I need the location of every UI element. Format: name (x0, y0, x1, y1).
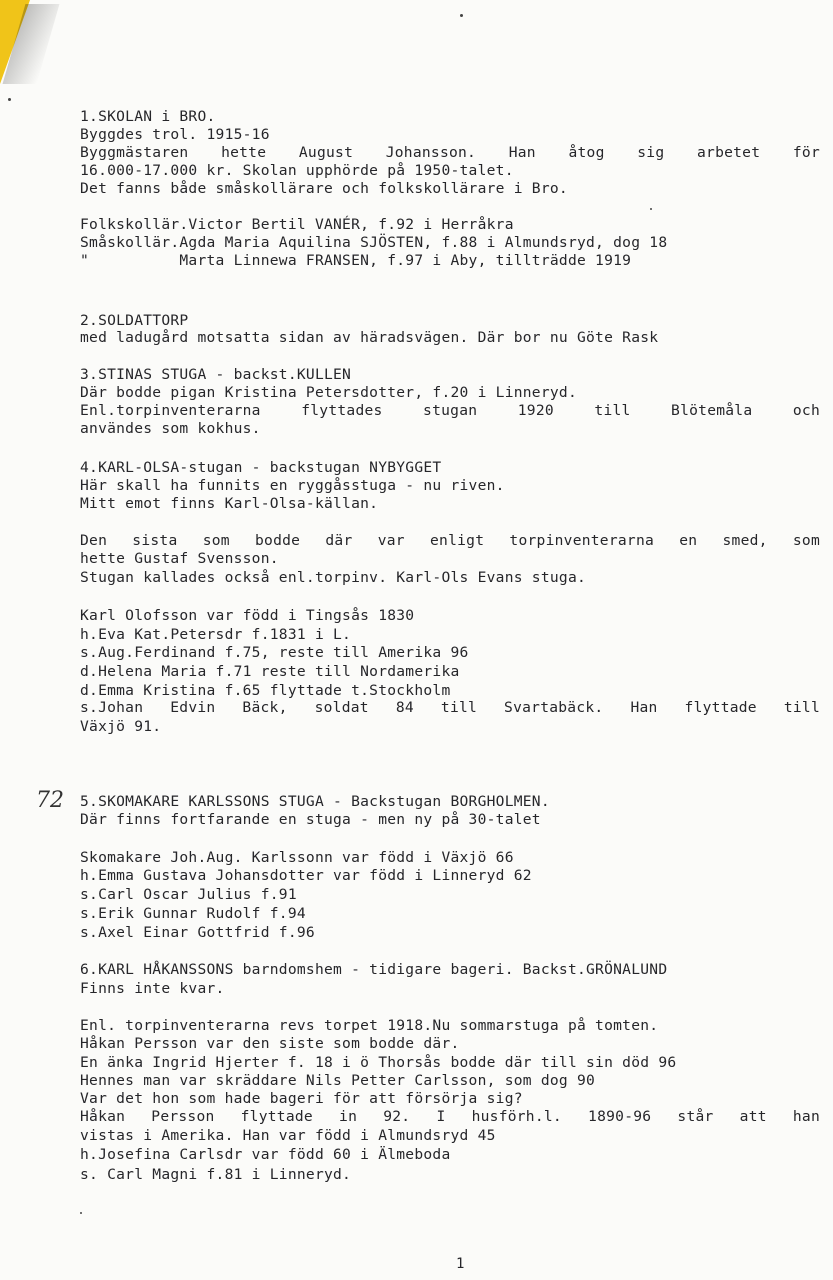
text-line: användes som kokhus. (80, 420, 261, 437)
paper-speck (80, 1212, 82, 1214)
text-line: Det fanns både småskollärare och folkskollärare i Bro. (80, 180, 568, 197)
paper-speck (460, 14, 463, 17)
text-line: En änka Ingrid Hjerter f. 18 i ö Thorsås bodde där till sin död 96 (80, 1054, 677, 1071)
text-line: Småskollär.Agda Maria Aquilina SJÖSTEN, f.88 i Almundsryd, dog 18 (80, 234, 668, 251)
text-line: Den sista som bodde där var enligt torpinventerarna en smed, som (80, 532, 820, 549)
text-line: Där bodde pigan Kristina Petersdotter, f.20 i Linneryd. (80, 384, 577, 401)
text-line: Byggdes trol. 1915-16 (80, 126, 270, 143)
text-line: Finns inte kvar. (80, 980, 225, 997)
text-line: Håkan Persson var den siste som bodde där. (80, 1035, 460, 1052)
paper-speck (8, 98, 11, 101)
text-line: Här skall ha funnits en ryggåsstuga - nu riven. (80, 477, 505, 494)
text-line: s. Carl Magni f.81 i Linneryd. (80, 1166, 352, 1183)
text-line: Var det hon som hade bageri för att försörja sig? (80, 1090, 523, 1107)
text-line: h.Emma Gustava Johansdotter var född i Linneryd 62 (80, 867, 532, 884)
text-line: h.Josefina Carlsdr var född 60 i Älmeboda (80, 1146, 451, 1163)
section-1-heading: 1.SKOLAN i BRO. (80, 108, 216, 125)
text-line: med ladugård motsatta sidan av häradsvägen. Där bor nu Göte Rask (80, 329, 659, 346)
text-line: s.Axel Einar Gottfrid f.96 (80, 924, 315, 941)
text-line: Växjö 91. (80, 718, 162, 735)
text-line: Hennes man var skräddare Nils Petter Carlsson, som dog 90 (80, 1072, 596, 1089)
section-5-heading: 5.SKOMAKARE KARLSSONS STUGA - Backstugan BORGHOLMEN. (80, 793, 550, 810)
text-line: hette Gustaf Svensson. (80, 550, 279, 567)
text-line: vistas i Amerika. Han var född i Almundsryd 45 (80, 1127, 496, 1144)
text-line: Enl.torpinventerarna flyttades stugan 1920 till Blötemåla och (80, 402, 820, 419)
section-4-heading: 4.KARL-OLSA-stugan - backstugan NYBYGGET (80, 459, 442, 476)
text-line: s.Carl Oscar Julius f.91 (80, 886, 297, 903)
text-line: d.Emma Kristina f.65 flyttade t.Stockholm (80, 682, 451, 699)
text-line: Där finns fortfarande en stuga - men ny på 30-talet (80, 811, 541, 828)
text-line: Skomakare Joh.Aug. Karlssonn var född i Växjö 66 (80, 849, 514, 866)
text-line: 16.000-17.000 kr. Skolan upphörde på 1950-talet. (80, 162, 514, 179)
text-line: Byggmästaren hette August Johansson. Han åtog sig arbetet för (80, 144, 820, 161)
handwritten-margin-note: 72 (36, 788, 64, 813)
text-line: Håkan Persson flyttade in 92. I husförh.l. 1890-96 står att han (80, 1108, 820, 1125)
text-line: Karl Olofsson var född i Tingsås 1830 (80, 607, 415, 624)
text-line: Folkskollär.Victor Bertil VANÉR, f.92 i Herråkra (80, 216, 514, 233)
paper-speck (650, 208, 652, 210)
text-line: s.Johan Edvin Bäck, soldat 84 till Svartabäck. Han flyttade till (80, 699, 820, 716)
section-2-heading: 2.SOLDATTORP (80, 312, 189, 329)
section-6-heading: 6.KARL HÅKANSSONS barndomshem - tidigare bageri. Backst.GRÖNALUND (80, 961, 668, 978)
text-line: d.Helena Maria f.71 reste till Nordamerika (80, 663, 460, 680)
text-line: " Marta Linnewa FRANSEN, f.97 i Aby, tillträdde 1919 (80, 252, 632, 269)
section-3-heading: 3.STINAS STUGA - backst.KULLEN (80, 366, 352, 383)
text-line: h.Eva Kat.Petersdr f.1831 i L. (80, 626, 352, 643)
text-line: s.Erik Gunnar Rudolf f.94 (80, 905, 306, 922)
text-line: Stugan kallades också enl.torpinv. Karl-Ols Evans stuga. (80, 569, 587, 586)
page-number: 1 (456, 1256, 465, 1272)
text-line: Enl. torpinventerarna revs torpet 1918.Nu sommarstuga på tomten. (80, 1017, 659, 1034)
text-line: s.Aug.Ferdinand f.75, reste till Amerika 96 (80, 644, 469, 661)
text-line: Mitt emot finns Karl-Olsa-källan. (80, 495, 379, 512)
